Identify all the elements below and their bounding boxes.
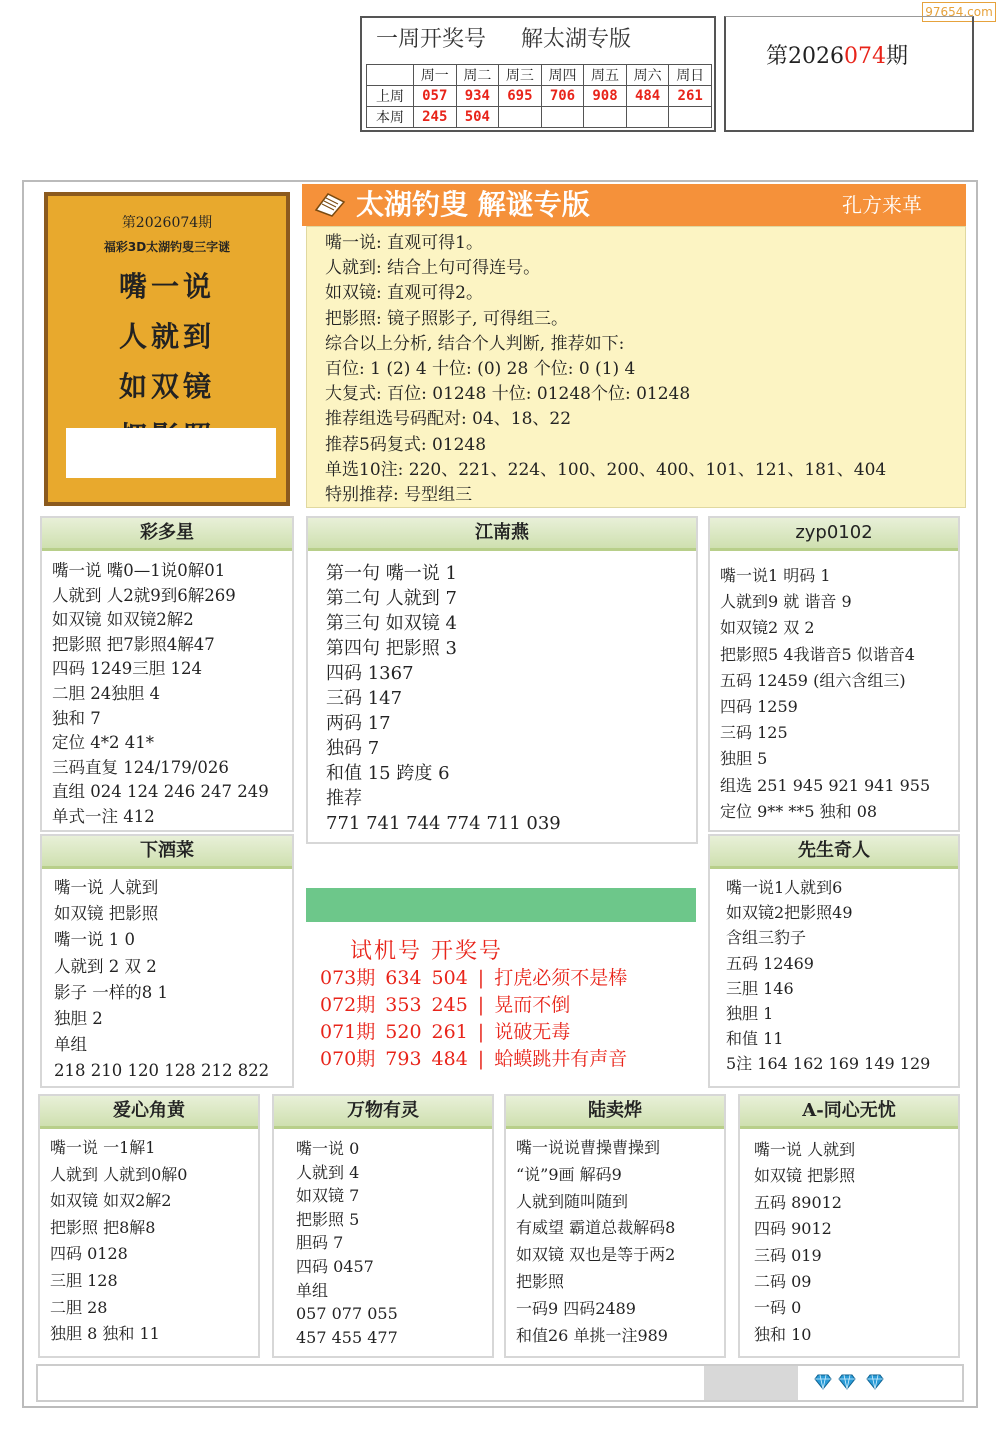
draw-cell <box>669 107 712 128</box>
expert-line: 第四句 把影照 3 <box>326 638 457 659</box>
trial-number: 634 <box>385 967 422 989</box>
draw-cell <box>584 107 627 128</box>
expert-line: 四码 1367 <box>326 663 414 684</box>
analysis-panel <box>306 226 966 508</box>
expert-line: 把影照 把7影照4解47 <box>52 634 215 654</box>
day-header: 周六 <box>626 65 669 86</box>
expert-line: 嘴一说1 明码 1 <box>720 566 831 585</box>
expert-line: 第一句 嘴一说 1 <box>326 563 457 584</box>
expert-line: 人就到 2 双 2 <box>54 956 157 976</box>
trial-row: 071期 520 261 | 说破无毒 <box>320 1021 571 1043</box>
analysis-line: 把影照: 镜子照影子, 可得组三。 <box>325 308 568 329</box>
expert-line: 把影照 <box>516 1271 565 1291</box>
trial-row: 073期 634 504 | 打虎必须不是棒 <box>320 967 628 989</box>
expert-line: 把影照 5 <box>296 1209 360 1229</box>
expert-box-caiduoxing <box>40 516 294 832</box>
row-label: 本周 <box>367 107 414 128</box>
analysis-line: 推荐5码复式: 01248 <box>325 434 487 455</box>
expert-name: 先生奇人 <box>710 836 958 869</box>
analysis-line: 特别推荐: 号型组三 <box>325 485 473 506</box>
expert-box-xianshengqiren <box>708 834 960 1088</box>
trial-number: 520 <box>385 1021 422 1043</box>
trial-phrase: 晃而不倒 <box>494 994 571 1016</box>
weekly-title <box>362 18 714 62</box>
draw-cell: 908 <box>584 86 627 107</box>
expert-line: 四码 0128 <box>50 1244 128 1264</box>
draw-number: 245 <box>431 994 468 1016</box>
expert-line: 独和 7 <box>52 708 101 728</box>
expert-name: 江南燕 <box>308 518 696 551</box>
weekly-draw-table <box>360 16 716 132</box>
expert-line: 218 210 120 128 212 822 <box>54 1061 270 1081</box>
bottom-grey-block <box>704 1366 798 1400</box>
analysis-line: 百位: 1 (2) 4 十位: (0) 28 个位: 0 (1) 4 <box>325 359 636 380</box>
draw-cell: 057 <box>414 86 457 107</box>
riddle-caption: 福彩3D太湖钓叟三字谜 <box>103 240 231 254</box>
issue-suffix: 期 <box>886 44 909 69</box>
draw-cell: 245 <box>414 107 457 128</box>
expert-name: A-同心无忧 <box>740 1096 958 1129</box>
expert-line: 把影照5 4我谐音5 似谐音4 <box>720 644 915 664</box>
expert-line: 5注 164 162 169 149 129 <box>726 1054 931 1074</box>
expert-line: 四码 1249三胆 124 <box>52 659 202 679</box>
corner-cell <box>367 65 414 86</box>
riddle-line: 如双镜 <box>118 370 215 403</box>
expert-line: 一码 0 <box>754 1298 802 1318</box>
expert-line: 两码 17 <box>326 713 391 734</box>
expert-line: 三码直复 124/179/026 <box>52 757 229 777</box>
expert-name: 彩多星 <box>42 518 292 551</box>
expert-line: 嘴一说 一1解1 <box>50 1138 156 1157</box>
diamond-icon <box>838 1374 856 1390</box>
expert-line: 有威望 霸道总裁解码8 <box>516 1218 676 1238</box>
expert-box-wanwuyouling <box>272 1094 494 1358</box>
expert-line: 人就到9 就 谐音 9 <box>720 592 852 612</box>
weekly-title-text: 一周开奖号 <box>376 27 487 52</box>
expert-line: 二胆 24独胆 4 <box>52 683 160 703</box>
trial-number: 793 <box>385 1048 422 1070</box>
issue-number-box <box>724 16 974 132</box>
expert-name: 下酒菜 <box>42 836 292 869</box>
draw-cell: 261 <box>669 86 712 107</box>
expert-name: 爱心角黄 <box>40 1096 258 1129</box>
riddle-line: 人就到 <box>118 320 215 353</box>
expert-line: 胆码 7 <box>296 1233 344 1253</box>
expert-name: 万物有灵 <box>274 1096 492 1129</box>
day-header: 周二 <box>456 65 499 86</box>
expert-line: 单组 <box>296 1280 329 1300</box>
expert-line: 嘴一说1人就到6 <box>726 878 843 897</box>
trial-draw-section <box>306 888 696 1088</box>
blank-panel <box>66 428 276 478</box>
expert-line: 定位 4*2 41* <box>52 733 154 753</box>
expert-line: 二胆 28 <box>50 1297 108 1317</box>
expert-line: 如双镜 把影照 <box>54 904 159 924</box>
expert-line: 三码 019 <box>754 1245 822 1265</box>
expert-line: 嘴一说说曹操曹操到 <box>516 1138 661 1157</box>
analysis-line: 人就到: 结合上句可得连号。 <box>325 258 541 279</box>
expert-line: 嘴一说 人就到 <box>54 878 159 897</box>
trial-issue: 073期 <box>320 967 376 989</box>
book-icon <box>314 190 346 218</box>
draw-cell: 504 <box>456 107 499 128</box>
expert-box-aixinjiaohuang <box>38 1094 260 1358</box>
draw-cell: 484 <box>626 86 669 107</box>
expert-box-jiangnanyan <box>306 516 698 844</box>
trial-phrase: 说破无毒 <box>494 1021 571 1043</box>
analysis-line: 综合以上分析, 结合个人判断, 推荐如下: <box>325 333 625 354</box>
draw-number: 504 <box>431 967 468 989</box>
expert-line: 第三句 如双镜 4 <box>326 613 457 634</box>
expert-line: 影子 一样的8 1 <box>54 982 168 1002</box>
riddle-issue: 第2026074期 <box>121 215 213 231</box>
draw-cell <box>541 107 584 128</box>
expert-line: 五码 89012 <box>754 1192 842 1212</box>
expert-line: 四码 1259 <box>720 697 798 717</box>
expert-line: 如双镜2 双 2 <box>720 618 815 638</box>
day-header: 周四 <box>541 65 584 86</box>
row-label: 上周 <box>367 86 414 107</box>
expert-line: 三胆 128 <box>50 1270 118 1290</box>
expert-line: 第二句 人就到 7 <box>326 588 457 609</box>
weekly-subtitle-text: 解太湖专版 <box>521 27 632 52</box>
expert-line: “说”9画 解码9 <box>516 1164 622 1184</box>
expert-line: 单式一注 412 <box>52 806 155 826</box>
expert-line: 单组 <box>54 1035 87 1055</box>
banner-title: 太湖钓叟 解谜专版 <box>356 188 590 221</box>
expert-line: 嘴一说 嘴0—1说0解01 <box>52 561 226 580</box>
trial-issue: 070期 <box>320 1048 376 1070</box>
expert-line: 含组三豹子 <box>726 928 807 948</box>
expert-line: 定位 9** **5 独和 08 <box>720 801 878 821</box>
expert-line: 和值 11 <box>726 1029 784 1049</box>
diamond-icon <box>814 1374 832 1390</box>
expert-line: 独胆 5 <box>720 749 768 769</box>
trial-row: 070期 793 484 | 蛤蟆跳井有声音 <box>320 1048 628 1070</box>
expert-line: 独码 7 <box>326 738 380 759</box>
draw-cell: 934 <box>456 86 499 107</box>
expert-line: 二码 09 <box>754 1272 812 1292</box>
expert-line: 人就到 人2就9到6解269 <box>52 585 236 605</box>
expert-line: 推荐 <box>326 788 362 809</box>
draw-cell <box>626 107 669 128</box>
expert-line: 把影照 把8解8 <box>50 1217 156 1237</box>
expert-line: 771 741 744 774 711 039 <box>326 813 561 834</box>
expert-line: 三胆 146 <box>726 978 794 998</box>
expert-line: 如双镜2把影照49 <box>726 903 853 923</box>
draw-cell: 706 <box>541 86 584 107</box>
issue-prefix: 第2026 <box>766 44 844 69</box>
expert-line: 四码 9012 <box>754 1219 832 1239</box>
trial-row: 072期 353 245 | 晃而不倒 <box>320 994 571 1016</box>
weekly-grid <box>366 64 712 128</box>
expert-line: 四码 0457 <box>296 1256 374 1276</box>
trial-title: 试机号 开奖号 <box>350 939 503 964</box>
draw-cell <box>499 107 542 128</box>
expert-line: 直组 024 124 246 247 249 <box>52 782 269 802</box>
day-header: 周日 <box>669 65 712 86</box>
day-header: 周五 <box>584 65 627 86</box>
trial-phrase: 打虎必须不是棒 <box>494 967 628 989</box>
expert-line: 人就到 4 <box>296 1162 360 1182</box>
issue-number: 074 <box>844 44 886 69</box>
site-watermark: 97654.com <box>922 2 996 22</box>
expert-line: 三码 147 <box>326 688 403 709</box>
analysis-line: 如双镜: 直观可得2。 <box>325 283 483 304</box>
expert-line: 独胆 8 独和 11 <box>50 1324 160 1344</box>
trial-issue: 072期 <box>320 994 376 1016</box>
expert-name: 陆卖烨 <box>506 1096 724 1129</box>
diamond-icon <box>866 1374 884 1390</box>
expert-box-xiajiucai <box>40 834 294 1088</box>
expert-line: 嘴一说 1 0 <box>54 930 135 950</box>
trial-phrase: 蛤蟆跳井有声音 <box>494 1048 628 1070</box>
expert-line: 人就到 人就到0解0 <box>50 1164 188 1184</box>
draw-cell: 695 <box>499 86 542 107</box>
expert-box-tongxinwuyou <box>738 1094 960 1358</box>
trial-issue: 071期 <box>320 1021 376 1043</box>
expert-line: 嘴一说 0 <box>296 1139 360 1158</box>
expert-box-zyp0102 <box>708 516 960 832</box>
riddle-box <box>44 192 290 506</box>
expert-line: 和值 15 跨度 6 <box>326 763 450 784</box>
expert-box-lumaiye <box>504 1094 726 1358</box>
expert-line: 如双镜 双也是等于两2 <box>516 1245 676 1265</box>
expert-line: 五码 12469 <box>726 953 814 973</box>
day-header: 周三 <box>499 65 542 86</box>
expert-line: 如双镜 7 <box>296 1186 360 1206</box>
analysis-line: 大复式: 百位: 01248 十位: 01248个位: 01248 <box>325 384 691 405</box>
expert-line: 组选 251 945 921 941 955 <box>720 775 931 795</box>
expert-line: 五码 12459 (组六含组三) <box>720 670 906 690</box>
draw-number: 261 <box>431 1021 468 1043</box>
expert-line: 独胆 1 <box>726 1004 774 1024</box>
day-header: 周一 <box>414 65 457 86</box>
expert-line: 和值26 单挑一注989 <box>516 1325 668 1345</box>
expert-line: 独和 10 <box>754 1324 812 1344</box>
banner-author: 孔方来革 <box>842 193 922 217</box>
trial-green-bar <box>306 888 696 922</box>
analysis-line: 推荐组选号码配对: 04、18、22 <box>325 409 572 430</box>
riddle-line: 嘴一说 <box>118 270 215 303</box>
expert-line: 独胆 2 <box>54 1009 103 1029</box>
expert-line: 057 077 055 <box>296 1304 398 1324</box>
expert-line: 457 455 477 <box>296 1327 398 1347</box>
expert-line: 如双镜 如双2解2 <box>50 1191 172 1211</box>
expert-line: 人就到随叫随到 <box>516 1191 629 1211</box>
expert-line: 一码9 四码2489 <box>516 1298 636 1318</box>
expert-line: 如双镜 把影照 <box>754 1166 856 1186</box>
analysis-line: 单选10注: 220、221、224、100、200、400、101、121、181、404 <box>325 459 887 480</box>
trial-number: 353 <box>385 994 422 1016</box>
expert-line: 如双镜 如双镜2解2 <box>52 610 194 630</box>
expert-line: 三码 125 <box>720 723 788 743</box>
bottom-bar <box>36 1364 964 1402</box>
draw-number: 484 <box>431 1048 468 1070</box>
expert-name: zyp0102 <box>710 518 958 551</box>
analysis-line: 嘴一说: 直观可得1。 <box>325 233 483 253</box>
expert-line: 嘴一说 人就到 <box>754 1140 856 1159</box>
section-banner <box>302 184 966 226</box>
